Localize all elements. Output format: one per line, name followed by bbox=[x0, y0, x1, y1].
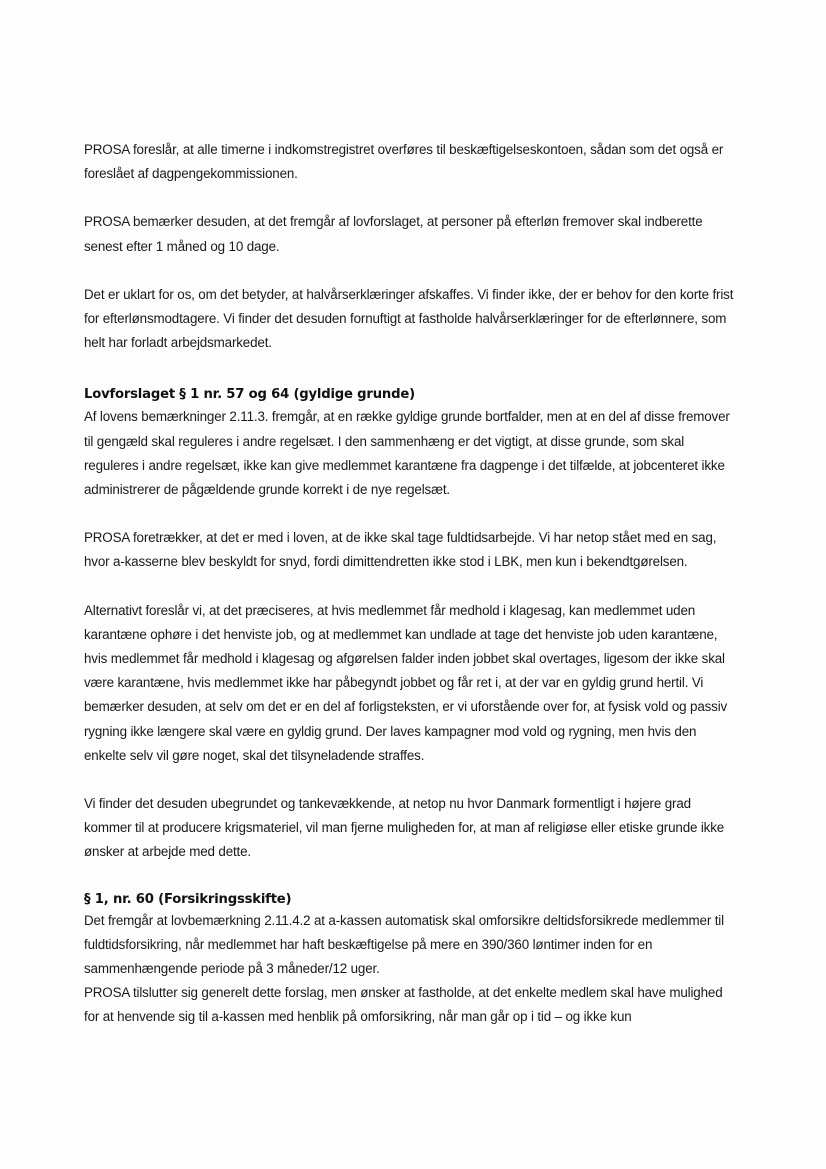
paragraph-halvaarserklaeringer: Det er uklart for os, om det betyder, at halvårserklæringer afskaffes. Vi finder ikke, der er behov for den korte frist for efterlønsmodtagere. Vi finder det desuden fornuftigt at fastholde halvårserklæringer for de efterlønnere, som helt har forladt arbejdsmarkedet. bbox=[84, 286, 734, 351]
paragraph-timer: PROSA foreslår, at alle timerne i indkomstregistret overføres til beskæftigelseskontoen, sådan som det også er foreslået af dagpengekommissionen. bbox=[84, 142, 724, 182]
paragraph-krigsmateriel: Vi finder det desuden ubegrundet og tankevækkende, at netop nu hvor Danmark formentligt i højere grad kommer til at producere krigsmateriel, vil man fjerne muligheden for, at man af religiøse eller etiske grunde ikke ønsker at arbejde med dette. bbox=[84, 796, 725, 860]
paragraph-fuldtidsarbejde: PROSA foretrækker, at det er med i loven, at de ikke skal tage fuldtidsarbejde. Vi har netop stået med en sag, hvor a-kasserne blev beskyldt for snyd, fordi dimittendretten ikke stod i LBK, men kun i bekendtgørelsen. bbox=[84, 530, 717, 570]
section-forsikringsskifte bbox=[84, 891, 734, 1030]
document-body bbox=[84, 138, 734, 1030]
paragraph-omforsikring: Det fremgår at lovbemærkning 2.11.4.2 at a-kassen automatisk skal omforsikre deltidsforsikrede medlemmer til fuldtidsforsikring, når medlemmet har haft beskæftigelse på mere en 390/360 løntimer inden for en sammenhængende periode på 3 måneder/12 uger. bbox=[84, 912, 724, 977]
paragraph-prosa-tilslutter: PROSA tilslutter sig generelt dette forslag, men ønsker at fastholde, at det enkelte medlem skal have mulighed for at henvende sig til a-kassen med henblik på omforsikring, når man går op i tid – og ikke kun bbox=[84, 985, 723, 1025]
section-heading-forsikringsskifte: § 1, nr. 60 (Forsikringsskifte) bbox=[84, 891, 292, 907]
paragraph-bemaerkninger: Af lovens bemærkninger 2.11.3. fremgår, at en række gyldige grunde bortfalder, men at en del af disse fremover til gengæld skal reguleres i andre regelsæt. I den sammenhæng er det vigtigt, at disse grunde, som skal reguleres i andre regelsæt, ikke kan give medlemmet karantæne fra dagpenge i det tilfælde, at jobcenteret ikke administrerer de pågældende grunde korrekt i de nye regelsæt. bbox=[84, 409, 730, 498]
section-gyldige-grunde bbox=[84, 385, 734, 864]
section-heading-gyldige-grunde: Lovforslaget § 1 nr. 57 og 64 (gyldige grunde) bbox=[84, 387, 415, 403]
paragraph-efterloen-indberetning: PROSA bemærker desuden, at det fremgår af lovforslaget, at personer på efterløn fremover skal indberette senest efter 1 måned og 10 dage. bbox=[84, 214, 703, 254]
paragraph-klagesag: Alternativt foreslår vi, at det præciseres, at hvis medlemmet får medhold i klagesag, kan medlemmet uden karantæne ophøre i det henviste job, og at medlemmet kan undlade at tage det henviste job uden karantæne, hvis medlemmet får medhold i klagesag og afgørelsen falder inden jobbet skal overtages, ligesom der ikke skal være karantæne, hvis medlemmet ikke har påbegyndt jobbet og får ret i, at der var en gyldig grund hertil. Vi bemærker desuden, at selv om det er en del af forligsteksten, er vi uforstående over for, at fysisk vold og passiv rygning ikke længere skal være en gyldig grund. Der laves kampagner mod vold og rygning, men hvis den enkelte selv vil gøre noget, skal det tilsyneladende straffes. bbox=[84, 602, 728, 763]
